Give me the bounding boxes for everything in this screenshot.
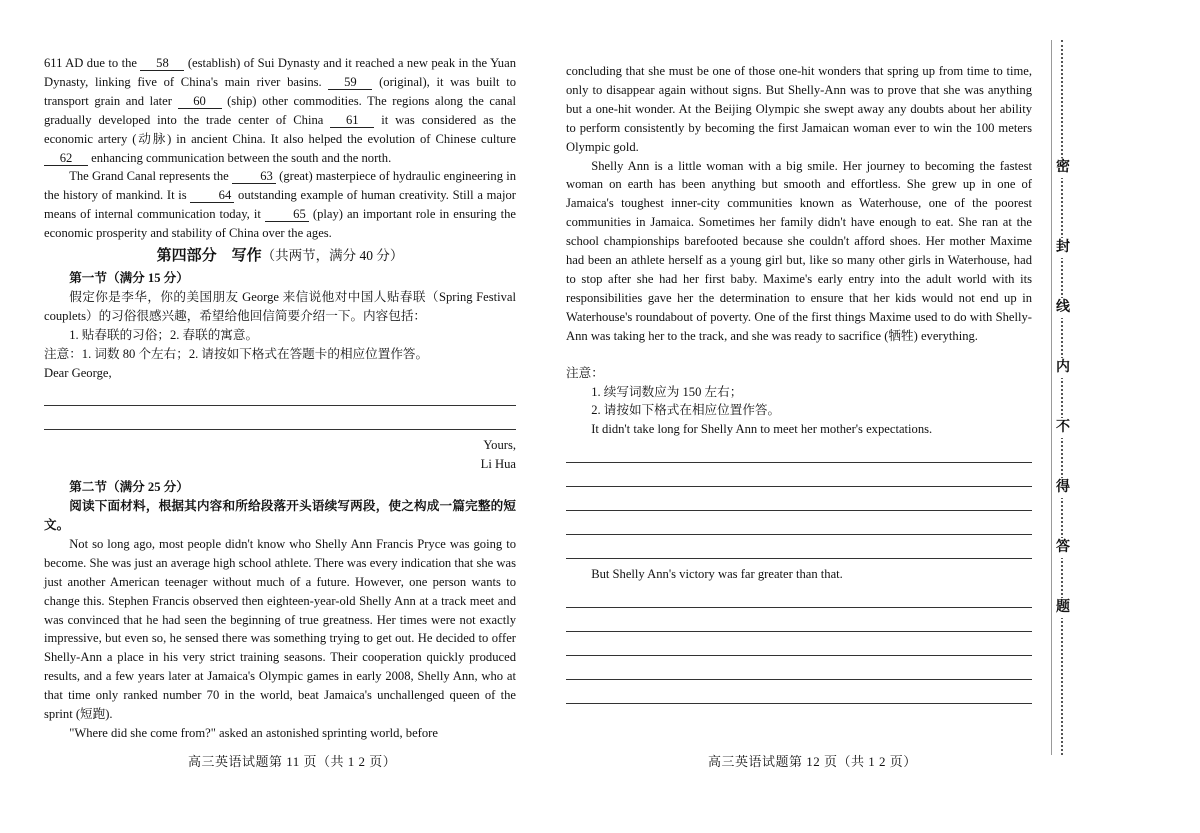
letter-signature: Li Hua xyxy=(480,457,516,472)
writing-line[interactable] xyxy=(566,608,1032,632)
seal-char: 密 xyxy=(1052,158,1074,178)
letter-closing: Yours, xyxy=(483,438,516,453)
note-item-1: 1. 续写词数应为 150 左右； xyxy=(591,384,743,399)
note-item-2: 2. 请按如下格式在相应位置作答。 xyxy=(591,403,781,418)
letter-salutation: Dear George, xyxy=(44,365,112,380)
note-heading: 注意： xyxy=(566,365,604,380)
part4-heading: 第四部分 写作（共两节，满分 40 分） xyxy=(156,248,404,265)
writing-line[interactable] xyxy=(566,656,1032,680)
blank-63[interactable]: 63 xyxy=(232,169,276,184)
right-page xyxy=(566,62,1032,704)
blank-60[interactable]: 60 xyxy=(178,94,222,109)
seal-line-sidebar xyxy=(1050,40,1084,755)
blank-62[interactable]: 62 xyxy=(44,151,88,166)
section1-note: 注意：1. 词数 80 个左右；2. 请按如下格式在答题卡的相应位置作答。 xyxy=(44,346,429,361)
writing-line[interactable] xyxy=(44,382,516,406)
section2-heading: 第二节（满分 25 分） xyxy=(69,480,189,495)
passage-paragraph-1: 611 AD due to the 58 (establish) of Sui Dynasty and it reached a new peak in the Yuan Dynasty, linking five of China's main river basins. 59 (original), it was built to transport grain and later 60 (ship) other commodities. The regions along the canal gradually developed into the trade center of China 61 it was considered as the economic artery (动脉) in ancient China. It also helped the evolution of Chinese culture 62 enhancing communication between the south and the north. xyxy=(44,56,516,165)
seal-char: 线 xyxy=(1052,298,1074,318)
blank-64[interactable]: 64 xyxy=(190,188,234,203)
passage-paragraph-2: The Grand Canal represents the 63 (great) masterpiece of hydraulic engineering in the history of mankind. It is 64 outstanding example of human creativity. Still a major means of internal communication today, it 65 (play) an important role in ensuring the economic prosperity and stability of China over the ages. xyxy=(44,169,517,241)
seal-char: 答 xyxy=(1052,538,1074,558)
seal-char: 得 xyxy=(1052,478,1074,498)
writing-line[interactable] xyxy=(566,584,1032,608)
left-page xyxy=(44,54,516,743)
blank-58[interactable]: 58 xyxy=(140,56,184,71)
writing-line[interactable] xyxy=(44,406,516,430)
story-paragraph-1: Not so long ago, most people didn't know who Shelly Ann Francis Pryce was going to become. She was just an average high school athlete. There was every indication that she was just another American teenager without much of a future. However, one person wants to change this. Stephen Francis observed then eighteen-year-old Shelly Ann at a track meet and was convinced that he had seen the beginning of true greatness. Her times were not exactly impressive, but even so, he sensed there was something trying to get out. He decided to offer Shelly-Ann a place in his very strict training seasons. Their cooperation quickly produced results, and a few years later at Jamaica's Olympic games in early 2008, Shelly Ann, who at that time only ranked number 70 in the world, beat Jamaica's unchallenged queen of the sprint (短跑). xyxy=(44,536,516,722)
blank-61[interactable]: 61 xyxy=(330,113,374,128)
writing-line[interactable] xyxy=(566,487,1032,511)
seal-char: 题 xyxy=(1052,598,1074,618)
blank-65[interactable]: 65 xyxy=(265,207,309,222)
story-paragraph-3: Shelly Ann is a little woman with a big smile. Her journey to becoming the fastest woman on earth has been anything but smooth and effortless. She grew up in one of Jamaica's toughest inner-city communities known as Waterhouse, one of the poorest communities in Jamaica. Sometimes her family didn't have enough to eat. She ran at the school championships barefooted because she couldn't afford shoes. Her mother Maxime had been an athlete herself as a young girl but, like so many other girls in Waterhouse, had to stop after she had her first baby. Maxime's early entry into the adult world with its responsibilities gave her the determination to ensure that her kids would not end up in Waterhouse's roundabout of poverty. One of the first things Maxime used to do with Shelly-Ann was taking her to the track, and she was ready to sacrifice (牺牲) everything. xyxy=(566,158,1032,343)
seal-char: 不 xyxy=(1052,418,1074,438)
page-footer-left: 高三英语试题第 11 页（共 1 2 页） xyxy=(188,754,397,769)
writing-line[interactable] xyxy=(566,511,1032,535)
section2-task: 阅读下面材料，根据其内容和所给段落开头语续写两段，使之构成一篇完整的短文。 xyxy=(44,499,516,533)
seal-char: 内 xyxy=(1052,358,1074,378)
writing-line[interactable] xyxy=(566,439,1032,463)
section1-heading: 第一节（满分 15 分） xyxy=(69,270,189,285)
story-paragraph-2-start: "Where did she come from?" asked an astonished sprinting world, before xyxy=(69,726,438,740)
blank-59[interactable]: 59 xyxy=(328,75,372,90)
section1-task: 假定你是李华，你的美国朋友 George 来信说他对中国人贴春联（Spring Festival couplets）的习俗很感兴趣，希望给他回信简要介绍一下。内容包括： xyxy=(44,289,516,323)
continuation-opening-2: But Shelly Ann's victory was far greater than that. xyxy=(591,567,843,582)
story-paragraph-2-cont: concluding that she must be one of those one-hit wonders that spring up from time to time, only to disappear again without signs. But Shelly-Ann was to prove that she was anything but a one-hit wonder. At the Beijing Olympic she swept away any doubts about her ability to perform consistently by becoming the first Jamaican woman ever to win the 100 meters Olympic gold. xyxy=(566,64,1032,154)
seal-char: 封 xyxy=(1052,238,1074,258)
writing-line[interactable] xyxy=(566,680,1032,704)
writing-line[interactable] xyxy=(566,535,1032,559)
continuation-opening-1: It didn't take long for Shelly Ann to meet her mother's expectations. xyxy=(591,422,933,437)
section1-items: 1. 贴春联的习俗；2. 春联的寓意。 xyxy=(69,327,259,342)
seal-line-dotted xyxy=(1061,40,1063,755)
writing-line[interactable] xyxy=(566,632,1032,656)
writing-line[interactable] xyxy=(566,463,1032,487)
seal-line-solid xyxy=(1051,40,1052,755)
page-footer-right: 高三英语试题第 12 页（共 1 2 页） xyxy=(708,754,917,769)
